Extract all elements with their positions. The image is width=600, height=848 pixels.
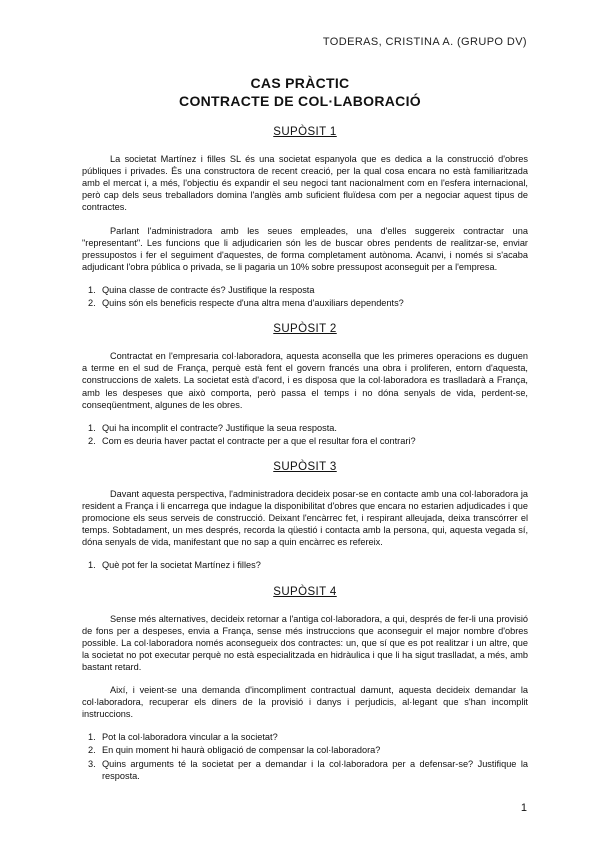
- document-subtitle: CONTRACTE DE COL·LABORACIÓ: [179, 93, 421, 109]
- list-number: 2.: [88, 435, 96, 446]
- document-body: [82, 126, 528, 796]
- list-number: 2.: [88, 298, 96, 309]
- section-4-questions: [82, 731, 528, 781]
- document-title: CAS PRÀCTIC: [250, 75, 350, 91]
- list-item: [82, 559, 528, 571]
- question-text: Pot la col·laboradora vincular a la societat?: [102, 732, 278, 743]
- section-heading-4: SUPÒSIT 4: [273, 585, 337, 598]
- section-3-paragraph-1: Davant aquesta perspectiva, l'administradora decideix posar-se en contacte amb una col·laboradora ja resident a França i li encarrega que indague la disponibilitat d'obres que encara no estarien adjudicades i que promocione els seus serveis de construcció. Deixant l'encàrrec fet, i respirant alleujada, deixa transcórrer el temps. Sobtadament, un mes després, recorda la qüestió i contacta amb la persona, qui, aquesta vegada sí, dóna senyals de vida, manifestant que no sap a quin encàrrec es refereix.: [82, 488, 528, 548]
- list-item: [82, 744, 528, 756]
- section-4-paragraph-2: Així, i veient-se una demanda d'incompliment contractual damunt, aquesta decideix demandar la col·laboradora, recuperar els diners de la provisió i danys i perjudicis, al·legant que s'han incomplit instruccions.: [82, 685, 528, 720]
- section-heading-3: SUPÒSIT 3: [273, 460, 337, 473]
- list-number: 1.: [88, 560, 96, 571]
- question-text: Què pot fer la societat Martínez i filles?: [102, 560, 261, 571]
- question-text: Quina classe de contracte és? Justifique la resposta: [102, 284, 315, 295]
- section-2-questions: [82, 422, 528, 447]
- section-1-paragraph-1: La societat Martínez i filles SL és una societat espanyola que es dedica a la construcció d'obres públiques i privades. És una constructora de recent creació, per la qual cosa encara no està familiaritzada amb el mercat i, a més, l'objectiu és expandir el seu negoci tant nacionalment com en l'esfera internacional, però cap dels seus treballadors domina l'anglès amb suficient fluïdesa com per a negociar aquest tipus de contractes.: [82, 154, 528, 213]
- question-text: Com es deuria haver pactat el contracte per a que el resultar fora el contrari?: [102, 435, 416, 446]
- list-item: [82, 758, 528, 782]
- question-text: Quins arguments té la societat per a demandar i la col·laboradora per a defensar-se? Justifique la resposta.: [102, 758, 528, 781]
- list-item: [82, 284, 528, 296]
- question-text: Quins són els beneficis respecte d'una altra mena d'auxiliars dependents?: [102, 298, 404, 309]
- list-item: [82, 297, 528, 309]
- section-heading-1: SUPÒSIT 1: [273, 126, 337, 138]
- section-4-paragraph-1: Sense més alternatives, decideix retornar a l'antiga col·laboradora, a qui, després de fer-li una provisió de fons per a despeses, envia a França, sense més instruccions que aconseguir el major nombre d'obres possible. La col·laboradora només aconsegueix dos contractes: un, que sí que es pot realitzar i un altre, que la societat no pot executar perquè no està especialitzada en hidràulica i que li ha sigut traslladat, a més, amb bastant retard.: [82, 613, 528, 672]
- section-1-paragraph-2: Parlant l'administradora amb les seues empleades, una d'elles suggereix contractar una "representant". Les funcions que li adjudicarien són les de buscar obres pendents de realitzar-se, enviar pressupostos i fer el seguiment d'aquestes, de forma completament autònoma. Acanvi, i només si s'acaba adjudicant l'obra pública o privada, se li pagaria un 10% sobre pressupost aconseguit per a l'empresa.: [82, 225, 528, 272]
- list-item: [82, 435, 528, 447]
- list-number: 1.: [88, 732, 96, 743]
- question-text: Qui ha incomplit el contracte? Justifique la seua resposta.: [102, 422, 337, 433]
- question-text: En quin moment hi haurà obligació de compensar la col·laboradora?: [102, 745, 381, 756]
- section-2-paragraph-1: Contractat en l'empresaria col·laboradora, aquesta aconsella que les primeres operacions es duguen a terme en el sud de França, perquè està fent el govern francés una obra i proliferen, entorn d'aquesta, construccions de xalets. La societat està d'acord, i es disposa que la col·laboradora es traslladarà a França, amb les despeses que això comporta, però passa el temps i no dóna senyals de vida, perdent-se, conseqüentment, algunes de les obres.: [82, 351, 528, 410]
- section-heading-2: SUPÒSIT 2: [273, 323, 337, 336]
- page-number: 1: [520, 802, 527, 814]
- list-number: 1.: [88, 422, 96, 433]
- list-number: 3.: [88, 758, 96, 769]
- page-header: TODERAS, CRISTINA A. (GRUPO DV): [322, 36, 527, 48]
- list-number: 2.: [88, 745, 96, 756]
- section-1-questions: [82, 284, 528, 309]
- section-3-questions: [82, 559, 528, 571]
- list-number: 1.: [88, 284, 96, 295]
- list-item: [82, 422, 528, 434]
- list-item: [82, 731, 528, 743]
